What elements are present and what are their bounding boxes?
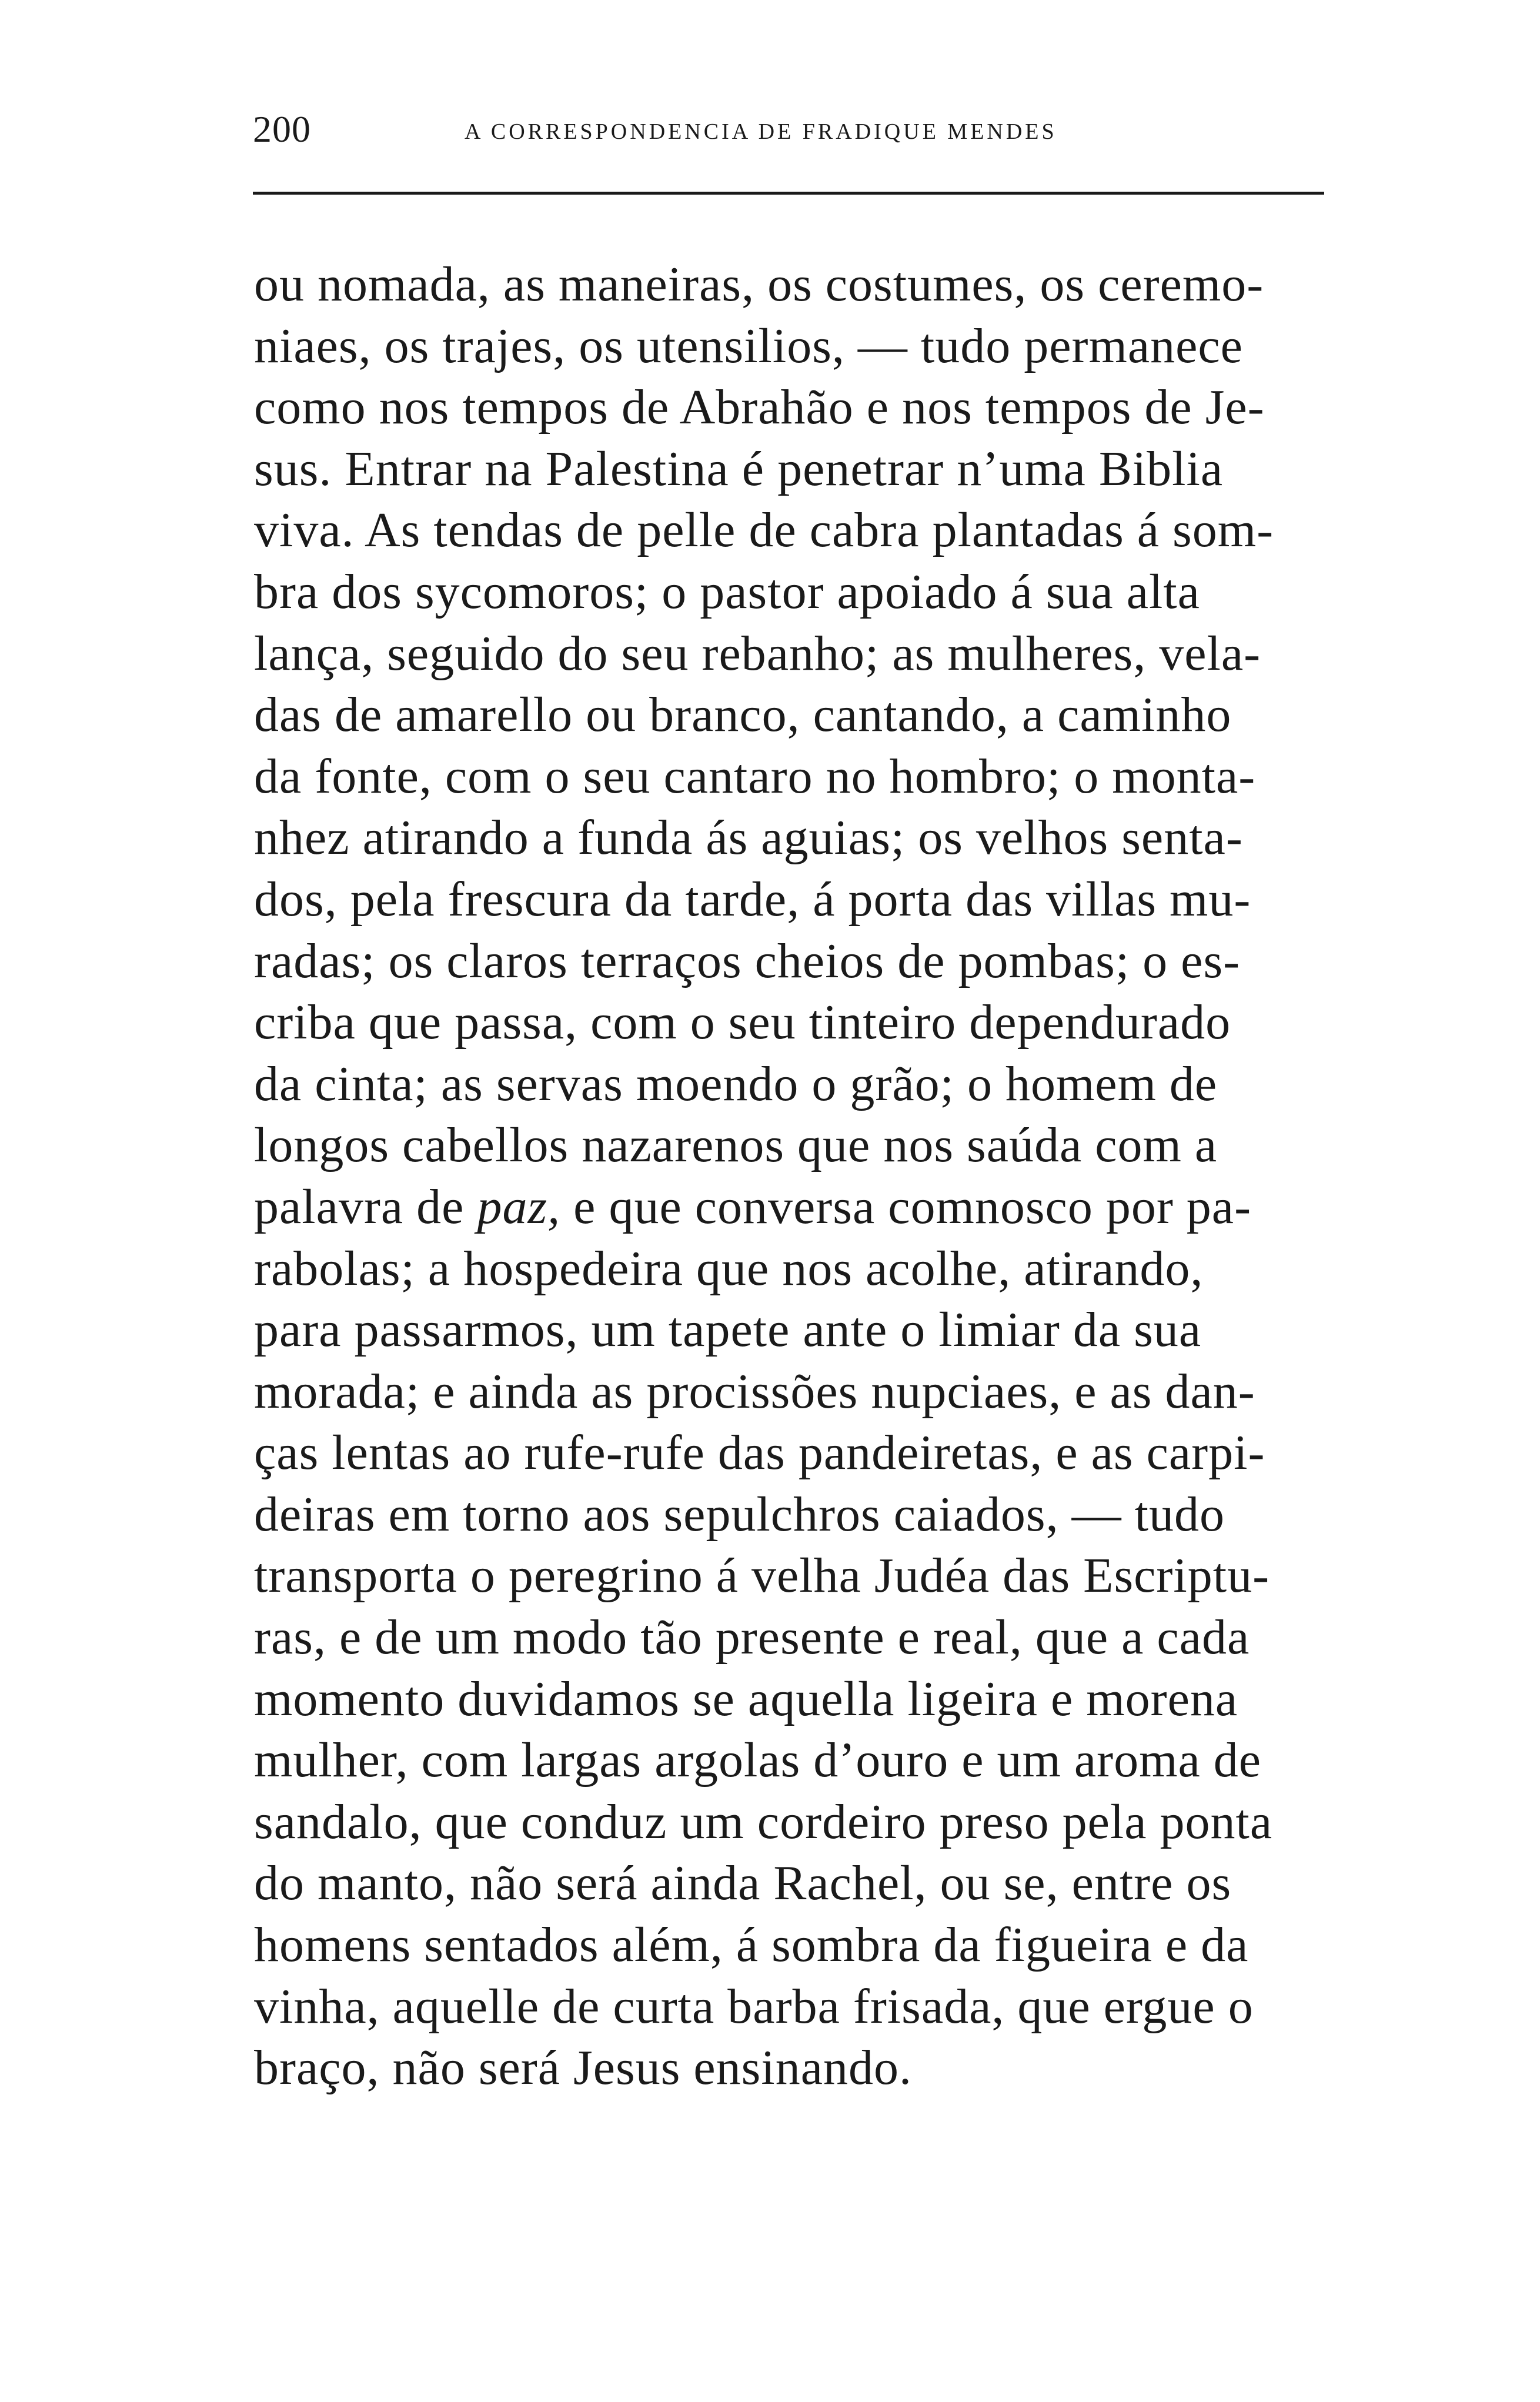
text-line: ças lentas ao rufe-rufe das pandeiretas, e as carpi- [254,1425,1265,1481]
text-line: bra dos sycomoros; o pastor apoiado á sua alta [254,564,1200,619]
text-line: longos cabellos nazarenos que nos saúda com a [254,1118,1218,1173]
text-line: radas; os claros terraços cheios de pombas; o es- [254,933,1241,988]
text-line-with-italic [254,1177,1354,1238]
text-line: deiras em torno aos sepulchros caiados, — tudo [254,1486,1225,1542]
text-line: viva. As tendas de pelle de cabra plantadas á som- [254,503,1274,558]
italic-word: paz, [477,1179,561,1234]
text-line: dos, pela frescura da tarde, á porta das villas mu- [254,871,1251,927]
running-title: A CORRESPONDENCIA DE FRADIQUE MENDES [465,119,1057,144]
text-line: sus. Entrar na Palestina é penetrar n’uma Biblia [254,441,1224,496]
text-line: rabolas; a hospedeira que nos acolhe, atirando, [254,1241,1204,1296]
text-line: nhez atirando a funda ás aguias; os velhos senta- [254,810,1243,866]
text-line: morada; e ainda as procissões nupciaes, e as dan- [254,1364,1255,1419]
text-line: braço, não será Jesus ensinando. [254,2040,912,2096]
text-line: transporta o peregrino á velha Judéa das Escriptu- [254,1548,1270,1603]
text-line: momento duvidamos se aquella ligeira e morena [254,1671,1238,1726]
body-text [254,254,1354,2099]
text-line: criba que passa, com o seu tinteiro dependurado [254,995,1231,1050]
text-line: da fonte, com o seu cantaro no hombro; o monta- [254,749,1256,804]
text-line: lança, seguido do seu rebanho; as mulheres, vela- [254,626,1261,681]
running-head [253,109,1324,150]
text-segment: e que conversa comnosco por pa- [560,1179,1252,1234]
text-line: para passarmos, um tapete ante o limiar da sua [254,1302,1202,1358]
text-line: sandalo, que conduz um cordeiro preso pela ponta [254,1794,1273,1849]
text-line: ras, e de um modo tão presente e real, que a cada [254,1610,1250,1665]
text-line: do manto, não será ainda Rachel, ou se, entre os [254,1856,1232,1911]
text-line: da cinta; as servas moendo o grão; o homem de [254,1056,1218,1111]
text-segment: palavra de [254,1179,477,1234]
text-line: das de amarello ou branco, cantando, a caminho [254,687,1232,743]
text-line: homens sentados além, á sombra da figueira e da [254,1917,1249,1973]
text-line: niaes, os trajes, os utensilios, — tudo permanece [254,318,1243,373]
page-number: 200 [253,108,311,150]
header-rule [253,192,1324,195]
text-line: ou nomada, as maneiras, os costumes, os ceremo- [254,257,1264,312]
text-line: mulher, com largas argolas d’ouro e um aroma de [254,1733,1262,1788]
text-line: como nos tempos de Abrahão e nos tempos de Je- [254,380,1265,435]
text-line: vinha, aquelle de curta barba frisada, que ergue o [254,1979,1254,2034]
